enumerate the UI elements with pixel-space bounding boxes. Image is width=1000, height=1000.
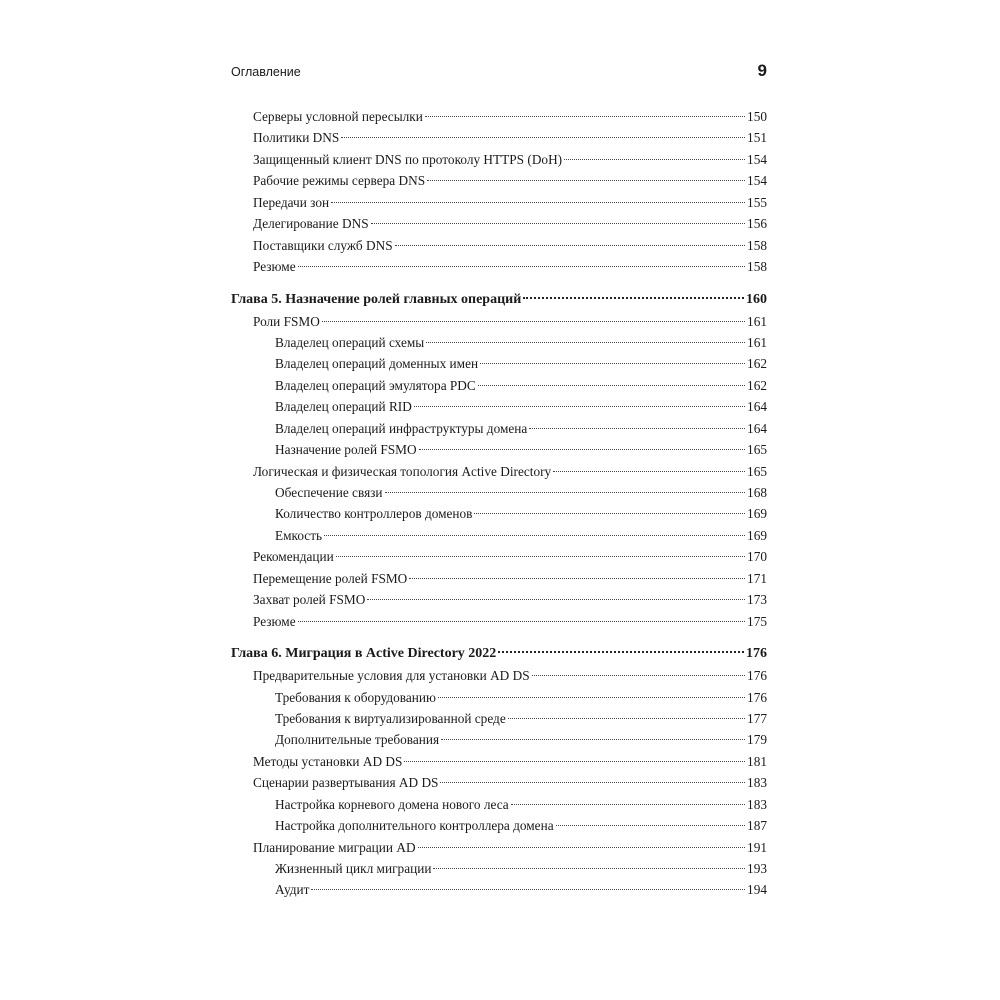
toc-entry-page: 176 — [746, 646, 767, 662]
toc-entry-page: 165 — [747, 442, 767, 458]
toc-entry-page: 191 — [747, 839, 767, 855]
toc-entry-page: 165 — [747, 463, 767, 479]
toc-subsection-entry[interactable] — [231, 439, 767, 460]
toc-leader-dots — [371, 223, 745, 224]
toc-entry-title: Перемещение ролей FSMO — [253, 570, 408, 586]
toc-subsection-entry[interactable] — [231, 396, 767, 417]
toc-leader-dots — [474, 513, 745, 514]
toc-entry-title: Поставщики служб DNS — [253, 237, 393, 253]
toc-entry-page: 175 — [747, 613, 767, 629]
toc-section-entry[interactable] — [231, 751, 767, 772]
toc-section-entry[interactable] — [231, 127, 767, 148]
toc-entry-title: Рекомендации — [253, 549, 334, 565]
toc-subsection-entry[interactable] — [231, 353, 767, 374]
toc-entry-page: 193 — [747, 861, 767, 876]
toc-leader-dots — [511, 804, 745, 805]
page-number: 9 — [757, 61, 767, 80]
toc-leader-dots — [438, 697, 745, 698]
toc-section-entry[interactable] — [231, 837, 767, 858]
toc-entry-title: Дополнительные требования — [275, 732, 440, 748]
toc-leader-dots — [419, 449, 745, 450]
toc-entry-title: Логическая и физическая топология Active Directory — [253, 463, 552, 479]
toc-entry-title: Владелец операций доменных имен — [275, 356, 479, 372]
toc-leader-dots — [298, 266, 745, 267]
toc-leader-dots — [324, 535, 745, 536]
toc-chapter-5[interactable] — [231, 289, 767, 311]
toc-section-entry[interactable] — [231, 170, 767, 191]
toc-entry-title: Назначение ролей FSMO — [275, 442, 417, 458]
toc-entry-title: Количество контроллеров доменов — [275, 506, 473, 522]
toc-entry-page: 151 — [747, 130, 767, 146]
toc-entry-title: Передачи зон — [253, 194, 330, 210]
toc-section-chapter-5 — [231, 311, 767, 633]
toc-subsection-entry[interactable] — [231, 503, 767, 524]
toc-chapter-6[interactable] — [231, 643, 767, 665]
toc-leader-dots — [425, 116, 745, 117]
toc-leader-dots — [385, 492, 745, 493]
toc-section-entry[interactable] — [231, 546, 767, 567]
toc-entry-page: 154 — [747, 151, 767, 167]
toc-entry-title: Делегирование DNS — [253, 216, 369, 232]
toc-section-dns — [231, 106, 767, 278]
toc-entry-title: Аудит — [275, 882, 310, 898]
toc-entry-title: Серверы условной пересылки — [253, 109, 423, 124]
toc-section-chapter-6 — [231, 665, 767, 901]
toc-entry-page: 150 — [747, 109, 767, 124]
toc-subsection-entry[interactable] — [231, 794, 767, 815]
toc-entry-page: 177 — [747, 710, 767, 726]
toc-entry-page: 194 — [747, 882, 767, 898]
toc-leader-dots — [529, 428, 745, 429]
toc-section-entry[interactable] — [231, 106, 767, 127]
toc-entry-page: 171 — [747, 570, 767, 586]
toc-leader-dots — [478, 385, 745, 386]
running-head: Оглавление — [231, 65, 301, 79]
toc-entry-title: Настройка корневого домена нового леса — [275, 796, 509, 812]
toc-subsection-entry[interactable] — [231, 525, 767, 546]
toc-entry-title: Владелец операций инфраструктуры домена — [275, 420, 528, 436]
toc-entry-page: 181 — [747, 753, 767, 769]
toc-section-entry[interactable] — [231, 256, 767, 277]
toc-entry-title: Захват ролей FSMO — [253, 592, 366, 608]
toc-entry-page: 187 — [747, 818, 767, 834]
toc-section-entry[interactable] — [231, 461, 767, 482]
toc-leader-dots — [508, 718, 745, 719]
toc-entry-title: Резюме — [253, 259, 296, 275]
toc-subsection-entry[interactable] — [231, 879, 767, 900]
toc-entry-title: Требования к оборудованию — [275, 689, 436, 705]
table-of-contents — [231, 106, 767, 901]
toc-entry-page: 169 — [747, 527, 767, 543]
toc-subsection-entry[interactable] — [231, 729, 767, 750]
toc-subsection-entry[interactable] — [231, 858, 767, 879]
toc-entry-page: 161 — [747, 334, 767, 350]
toc-entry-page: 164 — [747, 420, 767, 436]
toc-entry-title: Владелец операций эмулятора PDC — [275, 377, 476, 393]
toc-entry-page: 183 — [747, 796, 767, 812]
page-header — [231, 60, 767, 84]
toc-entry-page: 169 — [747, 506, 767, 522]
toc-entry-title: Планирование миграции AD — [253, 839, 416, 855]
toc-entry-title: Настройка дополнительного контроллера домена — [275, 818, 554, 834]
toc-leader-dots — [532, 675, 745, 676]
toc-entry-page: 155 — [747, 194, 767, 210]
toc-leader-dots — [322, 321, 745, 322]
toc-entry-title: Глава 6. Миграция в Active Directory 2022 — [231, 646, 497, 662]
toc-leader-dots — [564, 159, 745, 160]
toc-entry-page: 160 — [746, 291, 767, 307]
toc-leader-dots — [426, 342, 745, 343]
toc-leader-dots — [331, 202, 745, 203]
toc-entry-title: Емкость — [275, 527, 323, 543]
toc-leader-dots — [409, 578, 745, 579]
toc-entry-title: Предварительные условия для установки AD DS — [253, 668, 530, 684]
toc-entry-page: 179 — [747, 732, 767, 748]
toc-leader-dots — [298, 621, 745, 622]
toc-entry-title: Методы установки AD DS — [253, 753, 403, 769]
toc-entry-title: Владелец операций RID — [275, 399, 412, 415]
toc-section-entry[interactable] — [231, 589, 767, 610]
toc-leader-dots — [395, 245, 745, 246]
toc-section-entry[interactable] — [231, 665, 767, 686]
toc-entry-page: 158 — [747, 237, 767, 253]
toc-leader-dots — [336, 556, 745, 557]
toc-section-entry[interactable] — [231, 192, 767, 213]
toc-subsection-entry[interactable] — [231, 482, 767, 503]
toc-subsection-entry[interactable] — [231, 332, 767, 353]
toc-subsection-entry[interactable] — [231, 815, 767, 836]
toc-entry-title: Рабочие режимы сервера DNS — [253, 173, 426, 189]
toc-entry-title: Владелец операций схемы — [275, 334, 425, 350]
toc-subsection-entry[interactable] — [231, 375, 767, 396]
toc-entry-page: 162 — [747, 356, 767, 372]
toc-entry-page: 173 — [747, 592, 767, 608]
section-gap — [231, 278, 767, 289]
toc-entry-title: Защищенный клиент DNS по протоколу HTTPS (DoH) — [253, 151, 563, 167]
toc-leader-dots — [553, 471, 745, 472]
toc-leader-dots — [404, 761, 745, 762]
toc-entry-title: Требования к виртуализированной среде — [275, 710, 506, 726]
toc-entry-page: 168 — [747, 485, 767, 500]
toc-entry-page: 162 — [747, 377, 767, 393]
toc-entry-page: 156 — [747, 216, 767, 232]
toc-entry-title: Резюме — [253, 613, 296, 629]
toc-section-entry[interactable] — [231, 311, 767, 332]
toc-entry-title: Роли FSMO — [253, 313, 320, 329]
toc-entry-page: 176 — [747, 689, 767, 705]
toc-leader-dots — [433, 868, 745, 869]
toc-leader-dots — [427, 180, 745, 181]
toc-leader-dots — [414, 406, 745, 407]
toc-section-entry[interactable] — [231, 568, 767, 589]
toc-entry-title: Обеспечение связи — [275, 485, 383, 500]
toc-entry-page: 176 — [747, 668, 767, 684]
toc-section-entry[interactable] — [231, 235, 767, 256]
toc-section-entry[interactable] — [231, 611, 767, 632]
toc-leader-dots — [367, 599, 745, 600]
toc-entry-page: 170 — [747, 549, 767, 565]
toc-entry-title: Жизненный цикл миграции — [275, 861, 432, 876]
toc-leader-dots — [498, 651, 744, 653]
toc-leader-dots — [311, 889, 745, 890]
toc-entry-page: 183 — [747, 775, 767, 791]
toc-entry-title: Глава 5. Назначение ролей главных операций — [231, 291, 522, 307]
toc-entry-page: 164 — [747, 399, 767, 415]
toc-section-entry[interactable] — [231, 213, 767, 234]
toc-entry-page: 158 — [747, 259, 767, 275]
toc-entry-title: Политики DNS — [253, 130, 340, 146]
toc-leader-dots — [556, 825, 745, 826]
toc-leader-dots — [418, 847, 746, 848]
toc-leader-dots — [480, 363, 745, 364]
toc-subsection-entry[interactable] — [231, 687, 767, 708]
toc-section-entry[interactable] — [231, 149, 767, 170]
toc-leader-dots — [441, 739, 745, 740]
toc-leader-dots — [341, 137, 745, 138]
toc-leader-dots — [440, 782, 745, 783]
toc-leader-dots — [523, 297, 744, 299]
toc-entry-page: 161 — [747, 313, 767, 329]
toc-subsection-entry[interactable] — [231, 418, 767, 439]
toc-subsection-entry[interactable] — [231, 708, 767, 729]
toc-entry-page: 154 — [747, 173, 767, 189]
toc-section-entry[interactable] — [231, 772, 767, 793]
toc-entry-title: Сценарии развертывания AD DS — [253, 775, 439, 791]
section-gap — [231, 632, 767, 643]
